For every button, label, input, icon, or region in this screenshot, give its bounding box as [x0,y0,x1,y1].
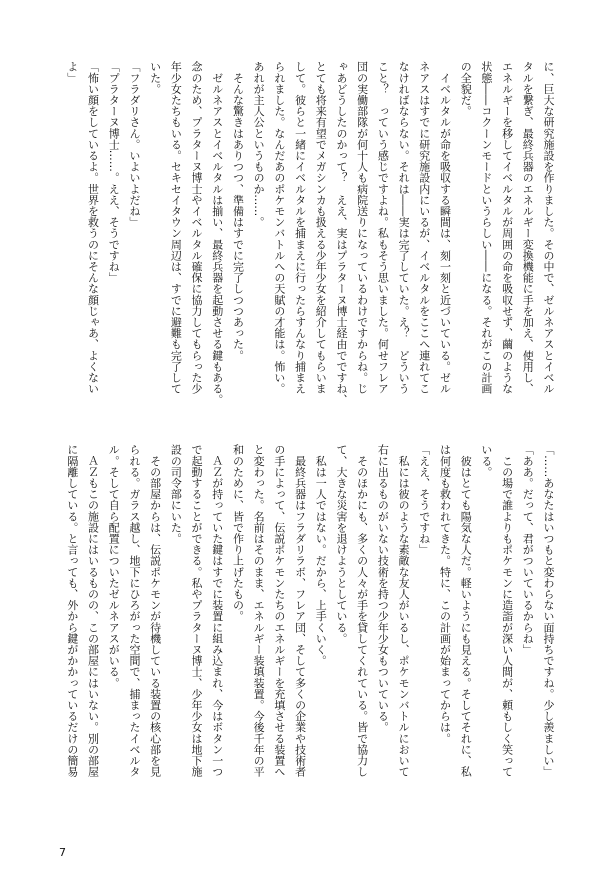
text-line: の全貌だ。 [459,61,473,117]
text-line: の手によって、伝説ポケモンたちのエネルギーを充填させる装置へ [272,444,286,777]
text-line: とても将来有望でメガシンカも扱える少年少女を紹介してもらいま [314,61,328,394]
text-line: 団の実働部隊が何十人も病院送りになっているわけですからね。じ [355,61,369,394]
text-line: 「ああ。だって、君がついているからね」 [521,444,535,655]
text-line: タルを繋ぎ、最終兵器のエネルギー変換機能に手を加え、使用し、 [521,61,535,394]
text-line: そんな驚きはありつつ、準備はすでに完了しつつあった。 [231,61,245,361]
text-line: 「怖い顔をしているよ。世界を救うのにそんな顔じゃあ、よくない [86,61,100,394]
text-line: あれが主人公というものか……。 [252,61,266,228]
text-line: で起動することができる。私やプラターヌ博士、少年少女は地下施 [190,444,204,777]
text-line: なければならない。それは――実は完了していた。え？ どういう [397,61,411,394]
text-block-top [61,61,558,431]
text-line: ＡＺが持っていた鍵はすでに装置に組み込まれ、今はボタン一つ [210,444,224,777]
text-line: 状態――コクーンモードというらしい――になる。それがこの計画 [479,61,493,394]
text-line: に、巨大な研究施設を作りました。その中で、ゼルネアスとイベル [542,61,555,394]
text-line: その部屋からは、伝説ポケモンが待機している装置の核心部を見 [148,444,162,777]
text-line: 最終兵器はフラダリラボ、フレア団、そして多くの企業や技術者 [293,444,307,777]
text-block-bottom [61,444,558,824]
text-line: こと？ っていう感じですよね。私もそう思いました。何せフレア [376,61,390,394]
text-line: て、大きな災害を退けようとしている。 [334,444,348,644]
text-line: この場で誰よりもポケモンに造詣が深い人間が、頼もしく笑って [500,444,514,777]
text-line: ゼルネアスとイベルタルは揃い、最終兵器を起動させる鍵もある。 [210,61,224,406]
text-line: 「ええ、そうですね」 [417,444,431,555]
text-line: ル。そして自ら配置についたゼルネアスがいる。 [107,444,121,689]
text-line: に隔離している。と言っても、外から鍵がかかっているだけの簡易 [65,444,79,777]
text-line: 年少女たちもいる。セキセイタウン周辺は、すでに避難も完了して [169,61,183,394]
text-line: ネアスはすでに研究施設内にいるが、イベルタルをここへ連れてこ [417,61,431,394]
text-line: と変わった。名前はそのまま、エネルギー装填装置。今後千年の平 [252,444,266,777]
text-line: 念のため、プラターヌ博士やイベルタル確保に協力してもらった少 [190,61,204,394]
text-line: られる。ガラス越し、地下にひろがった空間で、捕まったイベルタ [127,444,141,777]
text-line: ゃあどうしたのかって？ ええ、実はプラターヌ博士経由でですね、 [334,61,348,406]
text-line: して。彼らと一緒にイベルタルを捕まえに行ったらすんなり捕まえ [293,61,307,394]
text-line: 「フラダリさん。いよいよだね」 [127,61,141,228]
text-line: 「……あなたはいつもと変わらない面持ちですね。少し羨ましい」 [542,444,555,777]
text-line: 和のために、皆で作り上げたもの。 [231,444,245,622]
text-line: イベルタルが命を吸収する瞬間は、刻一刻と近づいている。ゼル [438,61,452,394]
page-number: 7 [59,846,66,859]
text-line: いた。 [148,61,162,95]
text-line: いる。 [479,444,493,478]
text-line: 「プラターヌ博士……。ええ、そうですね」 [107,61,121,283]
text-line: 彼はとても陽気な人だ。軽いようにも見える。そしてそれに、私 [459,444,473,777]
text-line: そのほかにも、多くの人々が手を貸してくれている。皆で協力し [355,444,369,777]
text-line: は何度も救われてきた。特に、この計画が始まってからは。 [438,444,452,744]
text-line: られました。なんだあのポケモンバトルへの天賦の才能は。怖い。 [272,61,286,394]
text-line: 右に出るものがいない技術を持つ少年少女もついている。 [376,444,390,733]
text-line: よ」 [65,61,79,84]
text-line: エネルギーを移してイベルタルが周囲の命を吸収せず、繭のような [500,61,514,394]
text-line: 私には彼のような素敵な友人がいるし、ポケモンバトルにおいて [397,444,411,777]
text-line: ＡＺもこの施設にはいるものの、この部屋にはいない。別の部屋 [86,444,100,777]
text-line: 設の司令部にいた。 [169,444,183,544]
text-line: 私は一人ではない。だから、上手くいく。 [314,444,328,666]
